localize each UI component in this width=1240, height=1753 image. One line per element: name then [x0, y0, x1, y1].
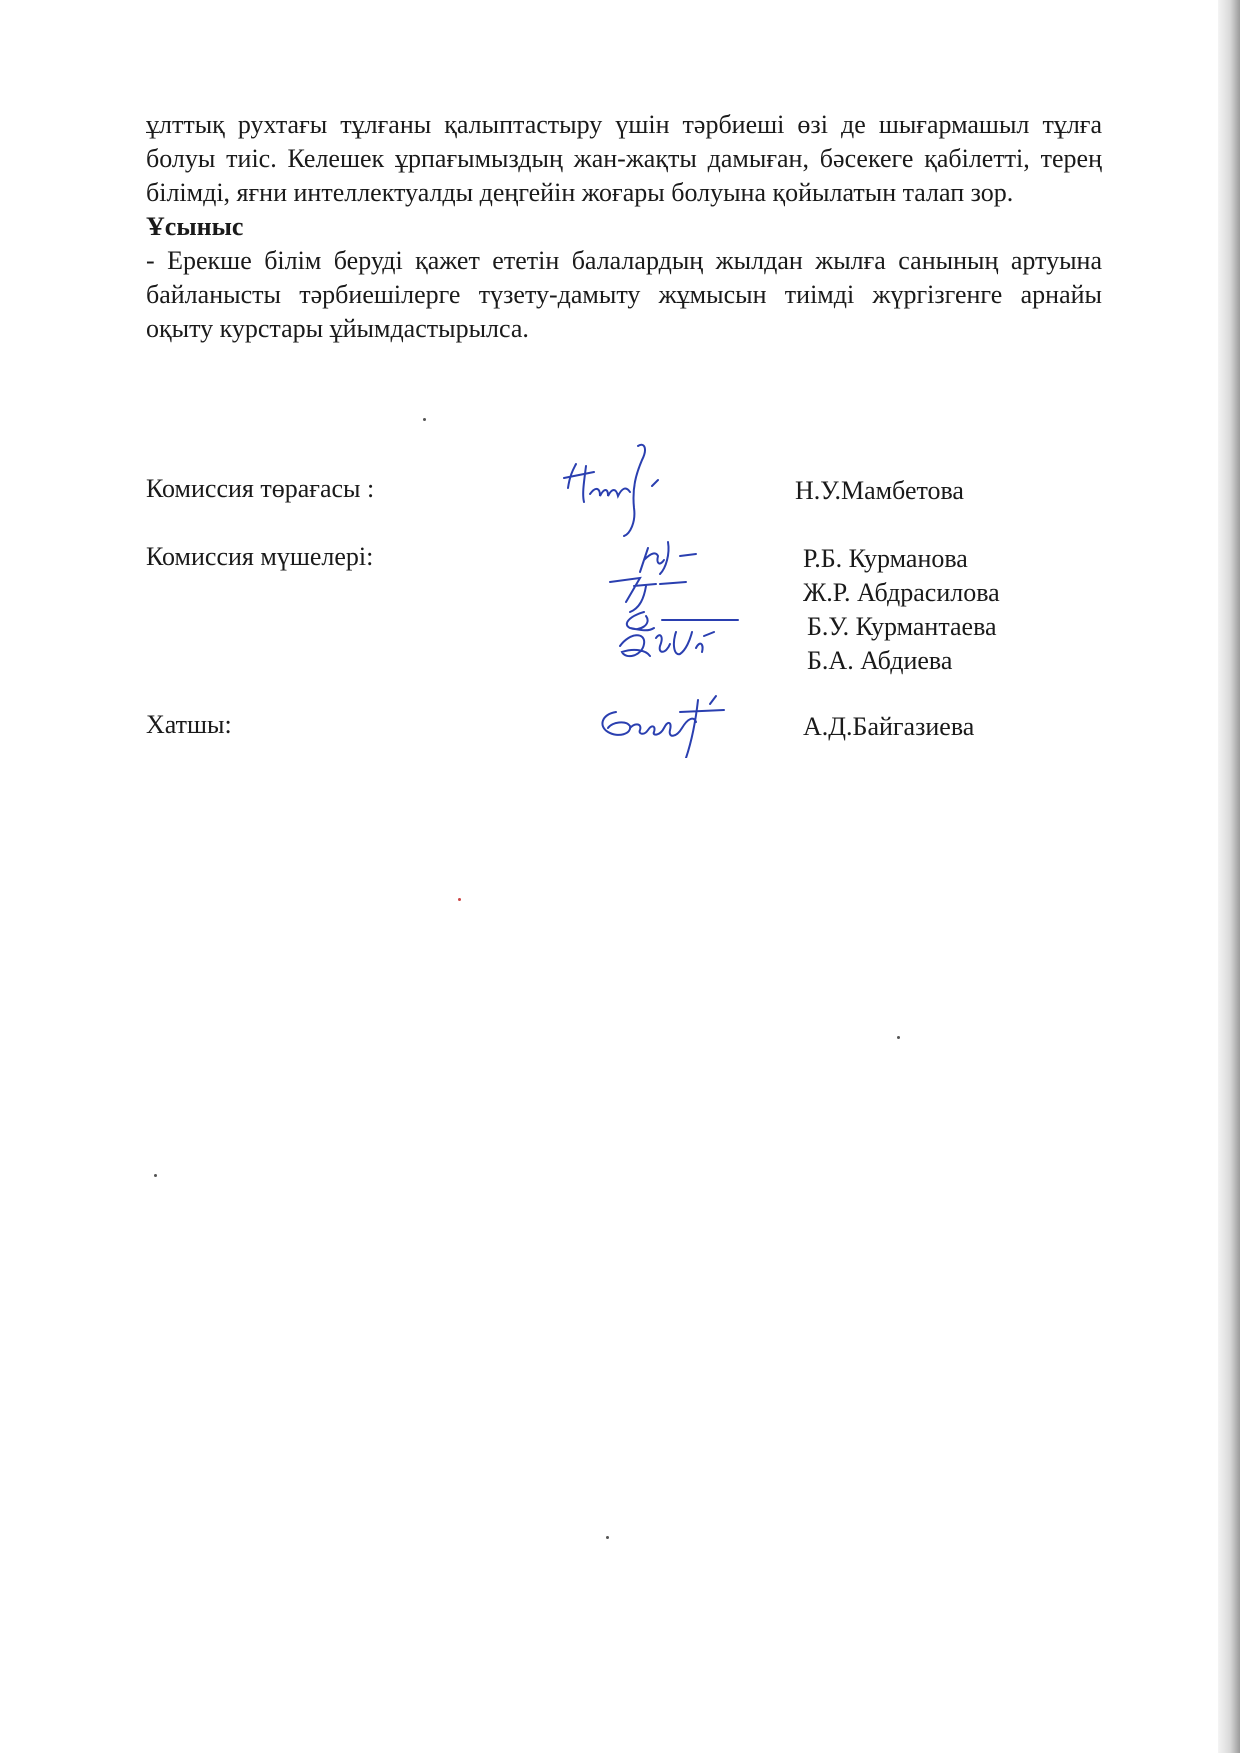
document-body [146, 108, 1102, 346]
scan-edge-shadow [1218, 0, 1240, 1753]
member-name: Б.А. Абдиева [807, 646, 953, 675]
scan-speck [897, 1036, 900, 1039]
scan-speck [458, 898, 461, 901]
secretary-label: Хатшы: [146, 710, 232, 739]
recommendation-heading: Ұсыныс [146, 212, 244, 241]
scan-speck [154, 1174, 157, 1177]
chair-signature [560, 438, 680, 538]
members-label: Комиссия мүшелері: [146, 542, 374, 571]
member-name: Р.Б. Курманова [803, 544, 968, 573]
chair-label: Комиссия төрағасы : [146, 474, 375, 503]
secretary-name: А.Д.Байгазиева [803, 712, 975, 741]
scan-speck [606, 1536, 609, 1539]
chair-name: Н.У.Мамбетова [795, 476, 964, 505]
recommendation-text: - Ерекше білім беруді қажет ететін балалардың жылдан жылға санының артуына байланысты тәрбиешілерге түзету-дамыту жұмысын тиімді жүргізгенге арнайы оқыту курстары ұйымдастырылса. [146, 246, 1102, 343]
members-signatures [600, 528, 750, 678]
scan-speck [423, 418, 426, 421]
member-name: Ж.Р. Абдрасилова [803, 578, 1000, 607]
member-name: Б.У. Курмантаева [807, 612, 997, 641]
body-paragraph: ұлттық рухтағы тұлғаны қалыптастыру үшін тәрбиеші өзі де шығармашыл тұлға болуы тиіс. Келешек ұрпағымыздың жан-жақты дамыған, бәсекеге қабілетті, терең білімді, яғни интеллектуалды деңгейін жоғары болуына қойылатын талап зор. [146, 110, 1102, 207]
secretary-signature [592, 688, 742, 758]
